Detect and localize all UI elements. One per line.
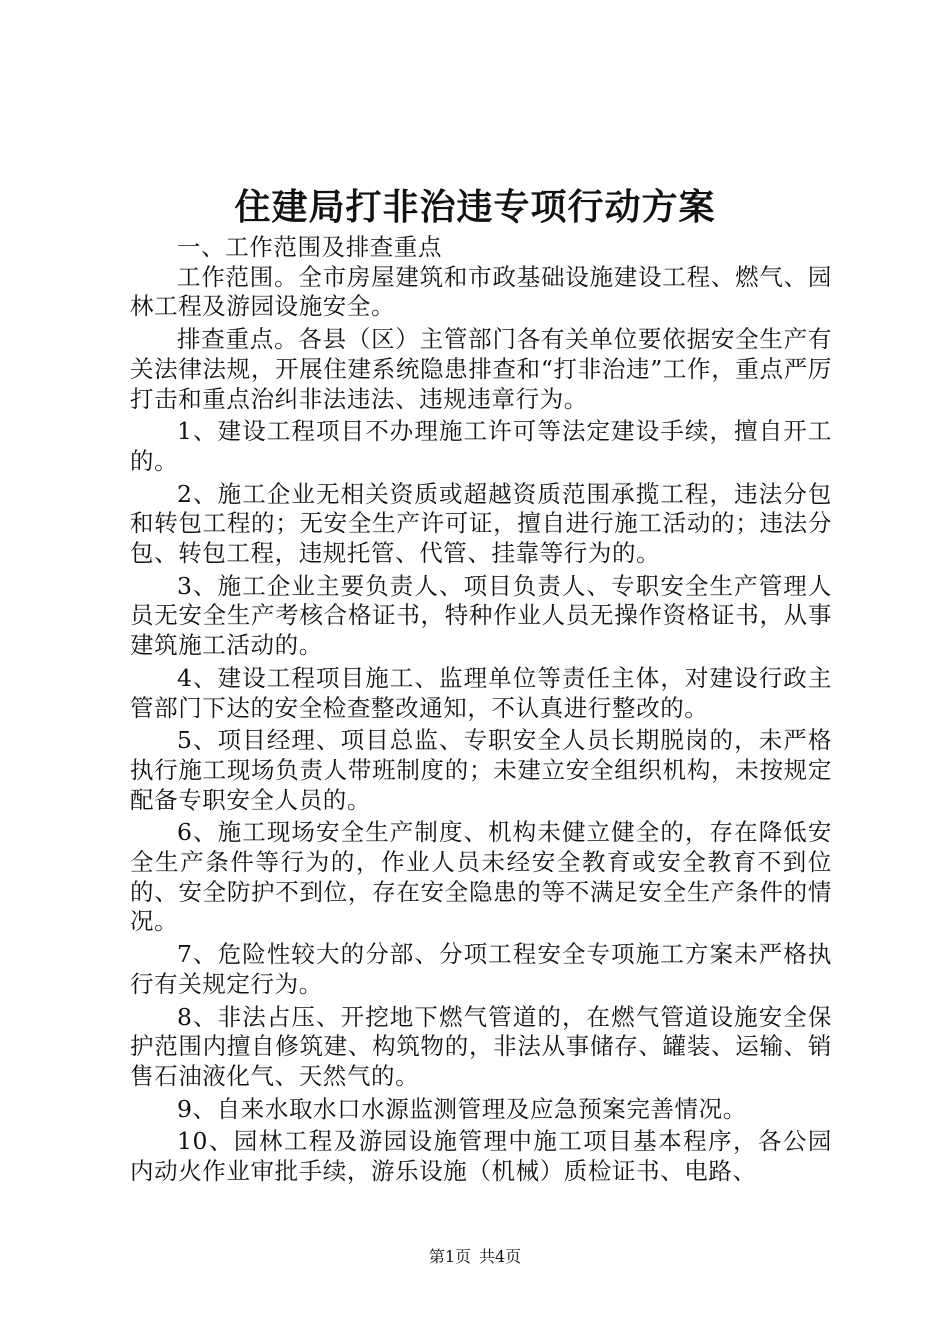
section-heading: 一、工作范围及排查重点 [177, 233, 443, 261]
list-item: 4、建设工程项目施工、监理单位等责任主体，对建设行政主管部门下达的安全检查整改通知，不认真进行整改的。 [130, 663, 832, 722]
paragraph: 工作范围。全市房屋建筑和市政基础设施建设工程、燃气、园林工程及游园设施安全。 [130, 262, 832, 321]
page-footer [0, 1246, 950, 1268]
list-item: 10、园林工程及游园设施管理中施工项目基本程序，各公园内动火作业审批手续，游乐设施（机械）质检证书、电路、 [130, 1127, 832, 1186]
list-item: 5、项目经理、项目总监、专职安全人员长期脱岗的，未严格执行施工现场负责人带班制度的；未建立安全组织机构，未按规定配备专职安全人员的。 [130, 726, 832, 814]
list-item: 1、建设工程项目不办理施工许可等法定建设手续，擅自开工的。 [130, 417, 832, 475]
list-item: 2、施工企业无相关资质或超越资质范围承揽工程，违法分包和转包工程的；无安全生产许可证，擅自进行施工活动的；违法分包、转包工程，违规托管、代管、挂靠等行为的。 [130, 479, 832, 568]
document-title: 住建局打非治违专项行动方案 [234, 187, 716, 228]
list-item: 7、危险性较大的分部、分项工程安全专项施工方案未严格执行有关规定行为。 [130, 940, 832, 998]
page-total: 共4页 [479, 1247, 522, 1266]
list-item: 8、非法占压、开挖地下燃气管道的，在燃气管道设施安全保护范围内擅自修筑建、构筑物的，非法从事储存、罐装、运输、销售石油液化气、天然气的。 [130, 1002, 832, 1090]
list-item: 9、自来水取水口水源监测管理及应急预案完善情况。 [177, 1094, 747, 1123]
page-number: 第1页 [428, 1247, 471, 1266]
list-item: 3、施工企业主要负责人、项目负责人、专职安全生产管理人员无安全生产考核合格证书，特种作业人员无操作资格证书，从事建筑施工活动的。 [130, 571, 832, 660]
document-body [130, 233, 832, 1187]
paragraph: 排查重点。各县（区）主管部门各有关单位要依据安全生产有关法律法规，开展住建系统隐患排查和“打非治违”工作，重点严厉打击和重点治纠非法违法、违规违章行为。 [130, 325, 832, 413]
list-item: 6、施工现场安全生产制度、机构未健立健全的，存在降低安全生产条件等行为的，作业人员未经安全教育或安全教育不到位的、安全防护不到位，存在安全隐患的等不满足安全生产条件的情况。 [130, 818, 832, 936]
